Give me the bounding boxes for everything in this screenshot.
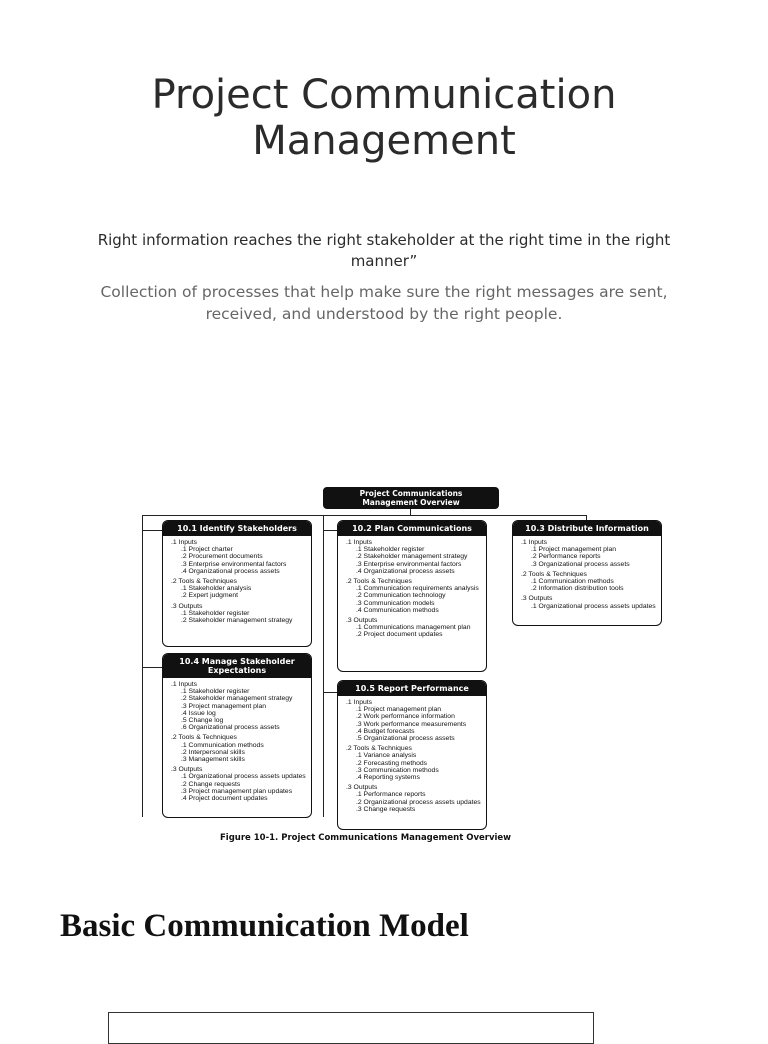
process-group-title: .1 Inputs <box>346 539 373 546</box>
process-item: .1 Communication methods <box>181 741 264 749</box>
process-item: .2 Project document updates <box>356 631 443 639</box>
process-item: .1 Communications management plan <box>356 624 471 632</box>
process-item: .2 Stakeholder management strategy <box>181 695 293 703</box>
process-item: .1 Variance analysis <box>356 752 417 760</box>
process-group-title: .1 Inputs <box>171 539 198 546</box>
process-group-title: .1 Inputs <box>171 681 198 688</box>
page-title-line-1: Project Communication <box>151 72 617 118</box>
process-item: .4 Reporting systems <box>356 774 420 782</box>
process-item: .2 Change requests <box>181 780 241 788</box>
process-item: .3 Enterprise environmental factors <box>181 560 287 568</box>
process-item: .1 Stakeholder register <box>356 546 425 554</box>
process-item: .4 Issue log <box>181 709 216 717</box>
process-group <box>346 617 481 639</box>
process-item: .2 Stakeholder management strategy <box>356 553 468 561</box>
process-item: .1 Communication requirements analysis <box>356 585 479 593</box>
process-item: .3 Organizational process assets <box>531 560 630 568</box>
process-item: .5 Organizational process assets <box>356 735 455 743</box>
section-heading: Basic Communication Model <box>60 908 469 944</box>
process-group <box>171 603 306 625</box>
process-item: .2 Interpersonal skills <box>181 748 245 756</box>
process-group <box>346 578 481 614</box>
process-item: .2 Organizational process assets updates <box>356 798 481 806</box>
process-item: .1 Stakeholder register <box>181 688 250 696</box>
process-group <box>171 681 306 731</box>
process-group-title: .3 Outputs <box>346 784 378 792</box>
connector-line <box>323 530 337 531</box>
process-item: .6 Organizational process assets <box>181 724 280 732</box>
process-group <box>521 539 656 568</box>
process-box-plan-communications <box>337 520 487 672</box>
process-item: .3 Change requests <box>356 805 416 813</box>
process-group-title: .2 Tools & Techniques <box>346 578 412 586</box>
process-item: .1 Stakeholder analysis <box>181 585 252 593</box>
process-group-title: .1 Inputs <box>346 699 373 706</box>
process-item: .1 Performance reports <box>356 791 426 799</box>
connector-line <box>142 530 162 531</box>
figure-caption: Figure 10-1. Project Communications Management Overview <box>220 833 512 843</box>
process-group <box>171 766 306 802</box>
process-group-title: .3 Outputs <box>171 602 203 610</box>
process-group <box>346 745 481 781</box>
process-item: .5 Change log <box>181 717 224 725</box>
process-item: .1 Organizational process assets updates <box>181 773 306 781</box>
connector-line <box>142 667 162 668</box>
process-group-title: .2 Tools & Techniques <box>521 570 587 578</box>
process-item: .1 Communication methods <box>531 578 614 586</box>
connector-line <box>323 692 337 693</box>
process-box-body <box>338 696 486 819</box>
process-box-title: 10.3 Distribute Information <box>513 521 661 536</box>
process-item: .2 Procurement documents <box>181 553 263 561</box>
process-item: .3 Communication methods <box>356 766 439 774</box>
process-group-title: .3 Outputs <box>521 595 553 603</box>
process-group-title: .2 Tools & Techniques <box>346 745 412 753</box>
process-group-title: .1 Inputs <box>521 539 548 546</box>
process-item: .2 Stakeholder management strategy <box>181 617 293 625</box>
process-item: .3 Project management plan <box>181 702 267 710</box>
process-item: .3 Project management plan updates <box>181 787 293 795</box>
description: Collection of processes that help make sure the right messages are sent, received, and understood by the right people. <box>100 283 668 323</box>
process-item: .3 Communication models <box>356 599 435 607</box>
process-item: .3 Management skills <box>181 756 245 764</box>
process-item: .1 Organizational process assets updates <box>531 602 656 610</box>
process-group <box>346 539 481 575</box>
subtitle: Right information reaches the right stakeholder at the right time in the right manner” <box>97 231 671 270</box>
process-item: .2 Forecasting methods <box>356 759 428 767</box>
page-title-line-2: Management <box>252 118 516 164</box>
process-item: .1 Stakeholder register <box>181 609 250 617</box>
process-box-report-performance <box>337 680 487 830</box>
process-group <box>171 539 306 575</box>
process-item: .4 Communication methods <box>356 606 439 614</box>
process-group <box>521 595 656 609</box>
process-box-body <box>513 536 661 616</box>
root-node-line-2: Management Overview <box>362 498 460 507</box>
process-group <box>171 578 306 600</box>
process-box-title: 10.1 Identify Stakeholders <box>163 521 311 536</box>
connector-line <box>142 515 143 817</box>
process-group <box>521 571 656 593</box>
process-group <box>346 784 481 813</box>
process-item: .2 Information distribution tools <box>531 585 624 593</box>
process-box-identify-stakeholders <box>162 520 312 647</box>
process-item: .4 Organizational process assets <box>181 567 280 575</box>
process-group-title: .2 Tools & Techniques <box>171 734 237 742</box>
process-item: .2 Work performance information <box>356 713 455 721</box>
process-item: .1 Project management plan <box>356 706 442 714</box>
process-box-distribute-information <box>512 520 662 626</box>
process-item: .4 Organizational process assets <box>356 567 455 575</box>
process-item: .4 Project document updates <box>181 795 268 803</box>
process-item: .4 Budget forecasts <box>356 727 415 735</box>
process-item: .3 Work performance measurements <box>356 720 467 728</box>
process-box-body <box>163 536 311 630</box>
page-title <box>0 72 768 164</box>
communication-model-frame <box>108 1012 594 1044</box>
connector-line <box>323 515 324 817</box>
process-group-title: .2 Tools & Techniques <box>171 578 237 586</box>
process-group-title: .3 Outputs <box>346 617 378 625</box>
process-item: .2 Communication technology <box>356 592 446 600</box>
process-item: .2 Performance reports <box>531 553 601 561</box>
process-box-body <box>163 678 311 808</box>
connector-line <box>142 515 587 516</box>
process-box-body <box>338 536 486 645</box>
diagram-root-node <box>323 487 499 509</box>
process-group <box>171 734 306 763</box>
process-group <box>346 699 481 742</box>
process-item: .1 Project charter <box>181 546 233 554</box>
process-box-title: 10.2 Plan Communications <box>338 521 486 536</box>
root-node-line-1: Project Communications <box>359 489 463 498</box>
process-box-title: 10.4 Manage Stakeholder Expectations <box>163 654 311 678</box>
process-box-title: 10.5 Report Performance <box>338 681 486 696</box>
process-box-manage-stakeholder-expectations <box>162 653 312 818</box>
process-item: .1 Project management plan <box>531 546 617 554</box>
process-item: .2 Expert judgment <box>181 592 239 600</box>
process-group-title: .3 Outputs <box>171 766 203 774</box>
process-item: .3 Enterprise environmental factors <box>356 560 462 568</box>
